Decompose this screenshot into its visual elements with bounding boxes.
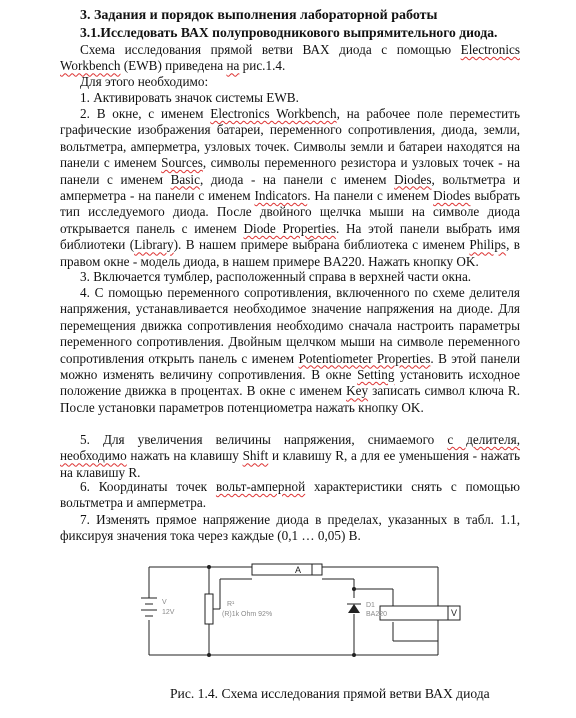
text-run: ). В нашем примере выбрана библиотека с именем (173, 237, 470, 253)
text-run: нажать на клавишу (126, 448, 243, 464)
text-run: . На этой панели выбрать имя библиотеки ( (60, 220, 520, 253)
diode-icon (348, 604, 360, 613)
text-run: характеристики снять с помощью вольтметра и амперметра. (60, 479, 520, 511)
potentiometer-value: (R)1k Ohm 92% (222, 611, 273, 618)
text-run: , вольтметра и амперметра - на панели с именем (60, 171, 520, 204)
text-run: и клавишу R, а для ее уменьшения - нажать на клавишу R. (60, 448, 520, 480)
step-3: 3. Включается тумблер, расположенный справа в верхней части окна. (80, 269, 472, 284)
term-ewb: Electronics Workbench (60, 42, 520, 74)
voltmeter-label: V (450, 608, 458, 618)
text-run: установить исходное положение движка в процентах. В окне с именем (60, 367, 521, 399)
junction-dot (352, 653, 356, 657)
ammeter-terminal (312, 564, 322, 575)
term-shift: Shift (242, 448, 269, 464)
text-run: 2. В окне, с именем (80, 106, 211, 121)
battery-value: 12V (162, 609, 175, 616)
text-run: 5. Для увеличения величины напряжения, снимаемого (80, 432, 448, 447)
junction-dot (207, 565, 211, 569)
potentiometer-body (205, 594, 213, 624)
term-diodes: Diodes (394, 171, 432, 187)
text-run: . На панели с именем (307, 188, 434, 204)
step-5 (60, 432, 520, 481)
step-6 (60, 479, 520, 512)
section-heading: 3. Задания и порядок выполнения лабораторной работы (80, 8, 438, 23)
step-1: 1. Активировать значок системы EWB. (80, 90, 299, 105)
ammeter-label: A (294, 565, 302, 575)
text-run: (EWB) приведена (120, 58, 227, 74)
text-run: , в правом окне - модель диода, в нашем примере BA220. Нажать кнопку OK. (60, 237, 520, 269)
term-diodes: Diodes (433, 188, 471, 204)
text-run: записать символ ключа R. После установки параметров потенциометра нажать кнопку OK. (60, 383, 520, 415)
term-key: Key (346, 383, 369, 399)
term-sources: Sources (161, 155, 203, 171)
need-paragraph: Для этого необходимо: (80, 74, 209, 89)
text-run: выбрать тип исследуемого диода. После двойного щелчка мыши на символе диода открывается панель с именем (60, 188, 520, 236)
text-run: , символы переменного резистора и узловых точек - на панели с именем (60, 155, 520, 187)
junction-dot (207, 653, 211, 657)
text-run: 4. С помощью переменного сопротивления, включенного по схеме делителя напряжения, устанавливается необходимое значение напряжения на диоде. Для перемещения движка сопротивления необходимо сначала настроить параметры переменного сопротивления. Двойным щелчком мыши на символе переменного сопротивления открыть панель с именем (60, 285, 520, 366)
intro-paragraph (60, 42, 520, 75)
junction-dot (352, 587, 356, 591)
diode-label: D1 (366, 602, 375, 609)
text-run: с делителя, необходимо (60, 432, 520, 464)
text-run: . В этой панели можно изменять величину сопротивления. В окне (60, 350, 521, 383)
text-run: Схема исследования прямой ветви ВАХ диода с помощью (80, 42, 461, 57)
potentiometer-label: R¹ (227, 601, 235, 608)
text-run: , диода - на панели с именем (199, 171, 395, 187)
step-4 (60, 285, 520, 416)
subsection-heading: 3.1.Исследовать ВАХ полупроводникового выпрямительного диода. (80, 25, 498, 40)
term-ewb: Electronics Workbench (210, 106, 337, 121)
text-run: 6. Координаты точек (80, 479, 216, 494)
term-library: Library (134, 237, 174, 253)
battery-label: V (162, 599, 167, 606)
term-setting: Setting (357, 367, 395, 383)
text-run: вольт-амперной (215, 479, 306, 494)
term-potentiometer-properties: Potentiometer Properties (298, 350, 431, 366)
term-diode-properties: Diode Properties (243, 220, 336, 236)
term-basic: Basic (170, 171, 200, 187)
step-2 (60, 106, 520, 270)
step-7: 7. Изменять прямое напряжение диода в пределах, указанных в табл. 1.1, фиксируя значения тока через каждые (0,1 … 0,05) В. (60, 512, 520, 544)
figure-caption: Рис. 1.4. Схема исследования прямой ветви ВАХ диода (170, 686, 490, 701)
term-philips: Philips (469, 237, 507, 253)
diode-value: BA220 (366, 611, 388, 618)
text-run: , на рабочее поле переместить графические изображения батареи, переменного сопротивления, диода, земли, вольтметра, амперметра, узловых точек. Символы земли и батареи находятся на панели с именем (60, 106, 521, 171)
term-indicators: Indicators (254, 188, 308, 204)
text-run: на (226, 58, 240, 74)
text-run: рис.1.4. (239, 58, 286, 74)
circuit-diagram (140, 556, 480, 662)
